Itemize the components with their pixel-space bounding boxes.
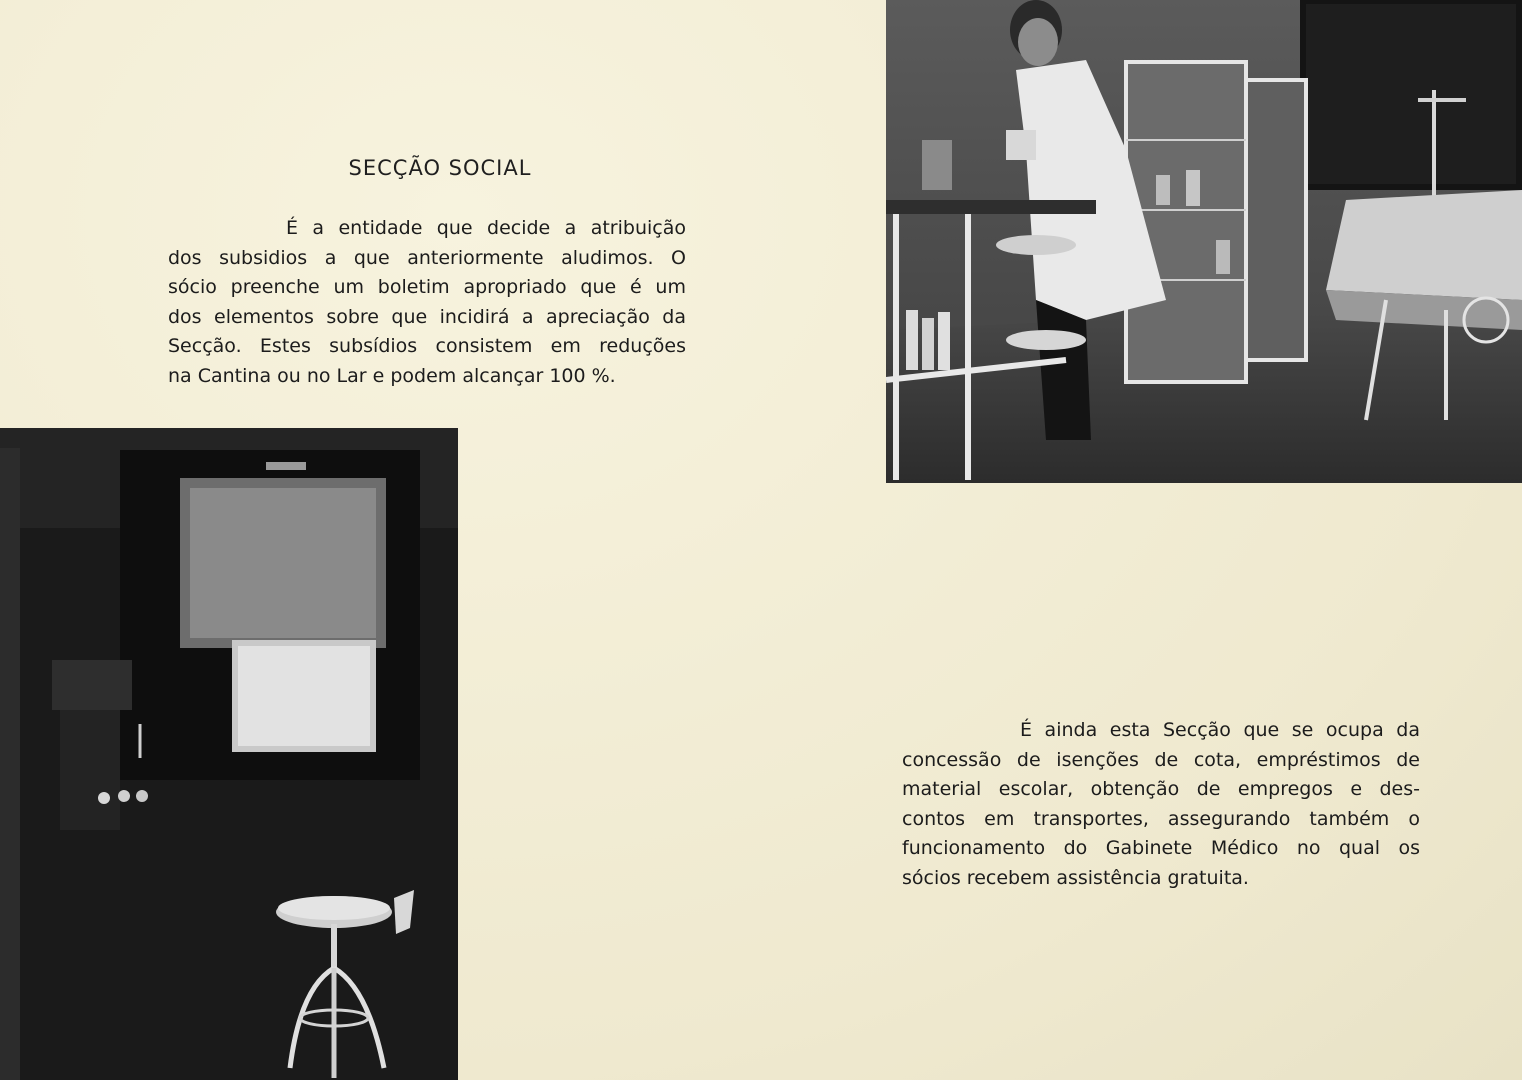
paragraph-line: concessão de isenções de cota, empréstimos de xyxy=(902,748,1420,771)
paragraph-line: na Cantina ou no Lar e podem alcançar 100 %. xyxy=(168,364,616,387)
medical-office-illustration xyxy=(886,0,1522,483)
paragraph-line: sócio preenche um boletim apropriado que é um xyxy=(168,276,686,298)
paragraph-line: É a entidade que decide a atribuição xyxy=(286,217,686,239)
paragraph-left xyxy=(168,214,686,391)
medical-office-photo xyxy=(886,0,1522,483)
paragraph-line: dos elementos sobre que incidirá a apreciação da xyxy=(168,305,686,328)
x-ray-equipment-photo xyxy=(0,428,458,1080)
paragraph-right xyxy=(902,716,1420,893)
x-ray-equipment-illustration xyxy=(0,428,458,1080)
section-title: SECÇÃO SOCIAL xyxy=(348,156,532,180)
paragraph-line: sócios recebem assistência gratuita. xyxy=(902,866,1249,889)
paragraph-line: Secção. Estes subsídios consistem em reduções xyxy=(168,335,686,357)
paragraph-line: É ainda esta Secção que se ocupa da xyxy=(1020,719,1420,741)
paragraph-line: funcionamento do Gabinete Médico no qual os xyxy=(902,837,1420,859)
paragraph-line: contos em transportes, assegurando também o xyxy=(902,807,1420,830)
paragraph-line: material escolar, obtenção de empregos e des- xyxy=(902,778,1420,800)
paragraph-line: dos subsidios a que anteriormente aludimos. O xyxy=(168,246,686,269)
